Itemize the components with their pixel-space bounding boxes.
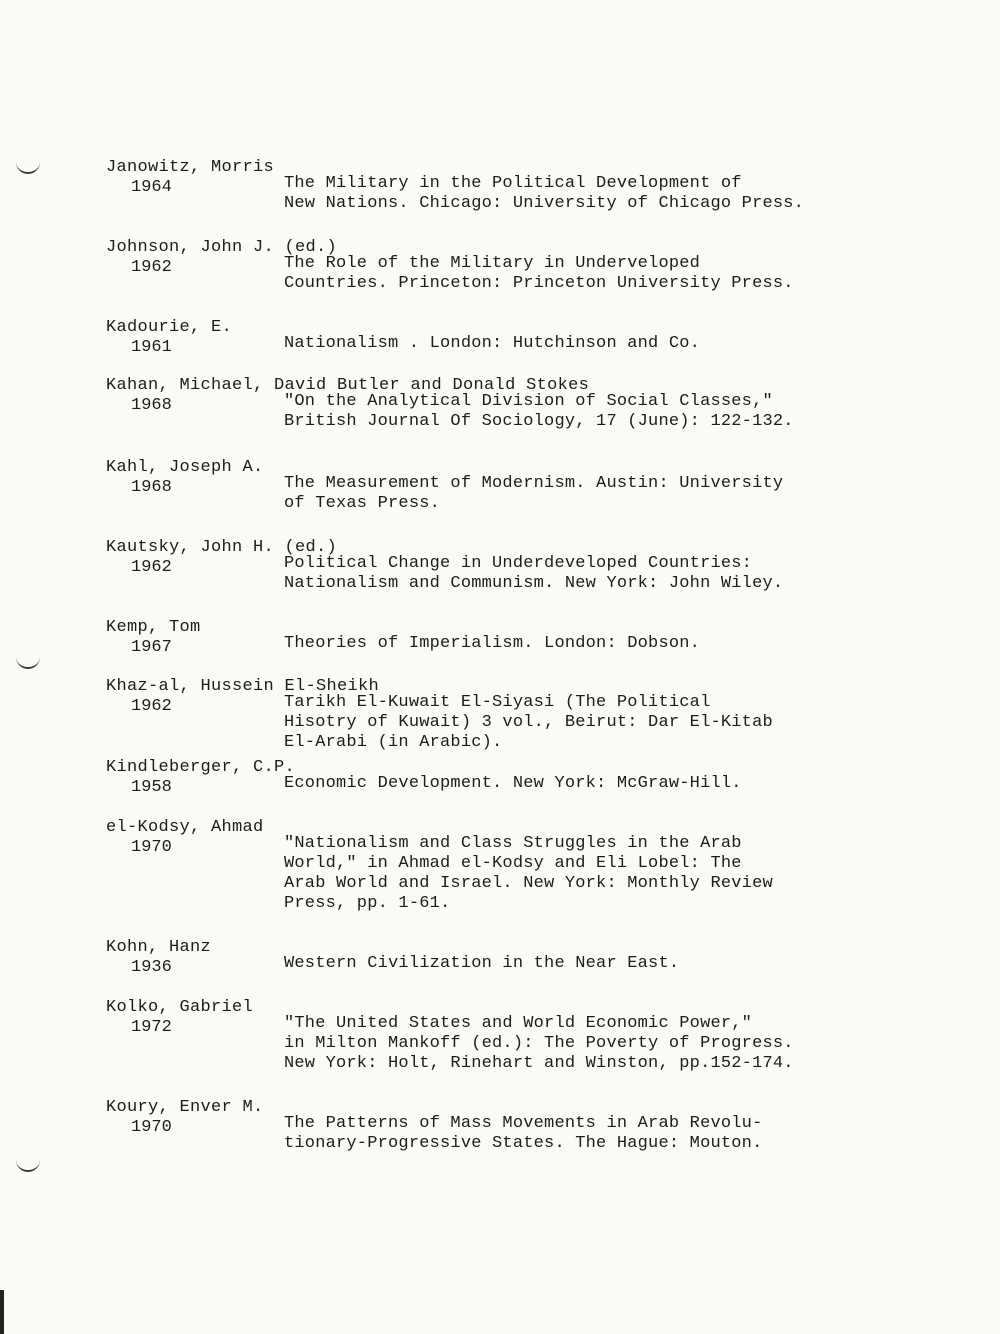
entry-year: 1961: [131, 338, 172, 357]
entry-citation: [284, 634, 700, 654]
entry-author: Kemp, Tom: [106, 618, 201, 637]
entry-citation: [284, 554, 783, 594]
citation-line: of Texas Press.: [284, 494, 441, 513]
entry-author: Kadourie, E.: [106, 318, 233, 337]
entry-citation: [284, 254, 794, 294]
citation-line: Arab World and Israel. New York: Monthly Review: [284, 874, 773, 893]
entry-year: 1972: [131, 1018, 172, 1037]
citation-line: New Nations. Chicago: University of Chicago Press.: [284, 194, 805, 213]
citation-line: Theories of Imperialism. London: Dobson.: [284, 634, 701, 653]
entry-author: Kahan, Michael, David Butler and Donald Stokes: [106, 376, 590, 395]
citation-line: Nationalism . London: Hutchinson and Co.: [284, 334, 701, 353]
citation-line: tionary-Progressive States. The Hague: Mouton.: [284, 1134, 763, 1153]
entry-author: Kohn, Hanz: [106, 938, 212, 957]
citation-line: Tarikh El-Kuwait El-Siyasi (The Political: [284, 693, 711, 712]
entry-year: 1962: [131, 558, 172, 577]
entry-citation: [284, 392, 794, 432]
entry-year: 1962: [131, 258, 172, 277]
entry-citation: [284, 334, 700, 354]
citation-line: Nationalism and Communism. New York: John Wiley.: [284, 574, 784, 593]
citation-line: Political Change in Underdeveloped Countries:: [284, 554, 753, 573]
entry-year: 1958: [131, 778, 172, 797]
entry-year: 1964: [131, 178, 172, 197]
citation-line: "The United States and World Economic Power,": [284, 1014, 753, 1033]
entry-author: Johnson, John J. (ed.): [106, 238, 338, 257]
citation-line: Countries. Princeton: Princeton University Press.: [284, 274, 794, 293]
binder-hole-mark: [16, 1158, 40, 1172]
citation-line: Western Civilization in the Near East.: [284, 954, 680, 973]
entry-citation: [284, 774, 742, 794]
entry-year: 1962: [131, 697, 172, 716]
citation-line: The Patterns of Mass Movements in Arab Revolu-: [284, 1114, 763, 1133]
citation-line: Hisotry of Kuwait) 3 vol., Beirut: Dar El-Kitab: [284, 713, 773, 732]
entry-citation: [284, 1014, 794, 1074]
entry-year: 1970: [131, 838, 172, 857]
page-edge-mark: [0, 1290, 4, 1334]
citation-line: The Measurement of Modernism. Austin: University: [284, 474, 784, 493]
citation-line: "On the Analytical Division of Social Classes,": [284, 392, 773, 411]
entry-author: Kindleberger, C.P.: [106, 758, 296, 777]
entry-citation: [284, 693, 773, 753]
entry-author: el-Kodsy, Ahmad: [106, 818, 264, 837]
citation-line: "Nationalism and Class Struggles in the Arab: [284, 834, 742, 853]
citation-line: The Military in the Political Development of: [284, 174, 742, 193]
citation-line: British Journal Of Sociology, 17 (June): 122-132.: [284, 412, 794, 431]
binder-hole-mark: [16, 160, 40, 174]
entry-citation: [284, 174, 804, 214]
entry-author: Kahl, Joseph A.: [106, 458, 264, 477]
citation-line: in Milton Mankoff (ed.): The Poverty of Progress.: [284, 1034, 794, 1053]
binder-hole-mark: [16, 655, 40, 669]
citation-line: Economic Development. New York: McGraw-Hill.: [284, 774, 742, 793]
citation-line: Press, pp. 1-61.: [284, 894, 451, 913]
citation-line: New York: Holt, Rinehart and Winston, pp.152-174.: [284, 1054, 794, 1073]
entry-year: 1936: [131, 958, 172, 977]
citation-line: World," in Ahmad el-Kodsy and Eli Lobel: The: [284, 854, 742, 873]
entry-year: 1968: [131, 478, 172, 497]
entry-author: Kautsky, John H. (ed.): [106, 538, 338, 557]
entry-year: 1968: [131, 396, 172, 415]
citation-line: El-Arabi (in Arabic).: [284, 733, 503, 752]
entry-author: Janowitz, Morris: [106, 158, 275, 177]
entry-year: 1967: [131, 638, 172, 657]
entry-citation: [284, 474, 783, 514]
entry-author: Khaz-al, Hussein El-Sheikh: [106, 677, 380, 696]
entry-author: Koury, Enver M.: [106, 1098, 264, 1117]
entry-author: Kolko, Gabriel: [106, 998, 254, 1017]
entry-citation: [284, 954, 679, 974]
entry-year: 1970: [131, 1118, 172, 1137]
entry-citation: [284, 1114, 762, 1154]
citation-line: The Role of the Military in Underveloped: [284, 254, 701, 273]
entry-citation: [284, 834, 773, 914]
